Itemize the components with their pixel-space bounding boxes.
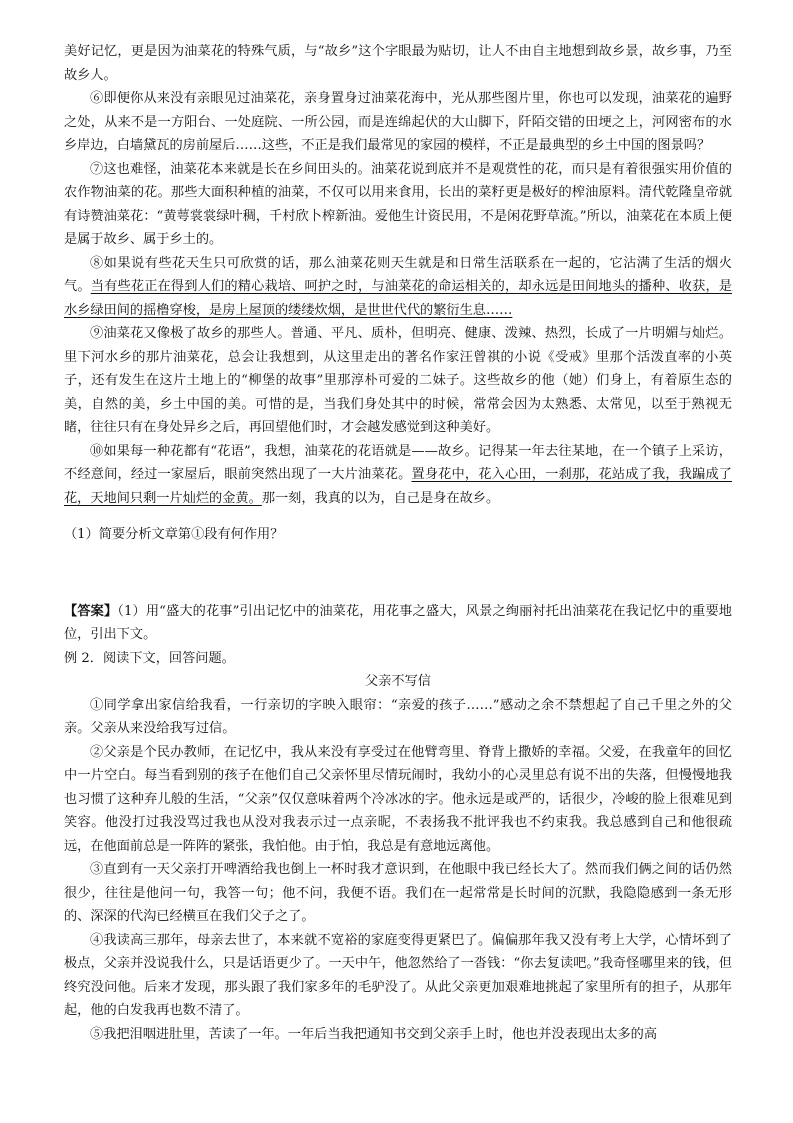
passage-title: 父亲不写信 <box>365 674 431 689</box>
paragraph-8-underlined: 当有些花正在得到人们的精心栽培、呵护之时，与油菜花的命运相关的，却永远是田间地头的播种、收获，是水乡绿田间的摇橹穿梭，是房上屋顶的缕缕炊烟，是世世代代的繁衍生息…… <box>64 279 733 318</box>
answer-text: （1）用“盛大的花事”引出记忆中的油菜花，用花事之盛大，风景之绚丽衬托出油菜花在我记忆中的重要地位，引出下文。 <box>64 603 732 642</box>
paragraph-5-continued: 美好记忆，更是因为油菜花的特殊气质，与“故乡”这个字眼最为贴切，让人不由自主地想到故乡景，故乡事，乃至故乡人。 <box>64 44 732 83</box>
passage2-paragraph-5: ⑤我把泪咽进肚里，苦读了一年。一年后当我把通知书交到父亲手上时，他也并没表现出太多的高 <box>90 1026 658 1042</box>
passage2-paragraph-4: ④我读高三那年，母亲去世了，本来就不宽裕的家庭变得更紧巴了。偏偏那年我又没有考上大学，心情坏到了极点，父亲并没说我什么，只是话语更少了。一天中午，他忽然给了一沓钱：“你去复读吧。”我奇怪哪里来的钱，但终究没问他。后来才发现，那头跟了我们家多年的毛驴没了。从此父亲更加艰难地挑起了家里所有的担子，从那年起，他的白发我再也数不清了。 <box>64 932 732 1018</box>
passage2-paragraph-2: ②父亲是个民办教师，在记忆中，我从来没有享受过在他臂弯里、脊背上撒娇的幸福。父爱，在我童年的回忆中一片空白。每当看到别的孩子在他们自己父亲怀里尽情玩闹时，我幼小的心灵里总有说不出的失落，但慢慢地我也习惯了这种弃儿般的生活，“父亲”仅仅意味着两个冷冰冰的字。他永远是或严的，话很少，冷峻的脸上很难见到笑容。他没打过我没骂过我也从没对我表示过一点亲昵，不表扬我不批评我也不约束我。我总感到自己和他很疏远，在他面前总是一阵阵的紧张，我怕他。由于怕，我总是有意地远离他。 <box>64 744 732 854</box>
document-page <box>64 40 732 1046</box>
paragraph-10-text: ⑩如果每一种花都有“花语”，我想，油菜花的花语就是——故乡。记得某一年去往某地，在一个镇子上采访，不经意间，经过一家屋后，眼前突然出现了一大片油菜花。 <box>64 443 732 482</box>
example-2-heading: 例 2．阅读下文，回答问题。 <box>64 650 235 666</box>
paragraph-9: ⑨油菜花又像极了故乡的那些人。普通、平凡、质朴，但明亮、健康、泼辣、热烈，长成了一片明媚与灿烂。里下河水乡的那片油菜花，总会让我想到，从这里走出的著名作家汪曾祺的小说《受戒》里那个活泼直率的小英子，还有发生在这片土地上的“柳堡的故事”里那淳朴可爱的二妹子。这些故乡的他（她）们身上，有着原生态的美，自然的美，乡土中国的美。可惜的是，当我们身处其中的时候，常常会因为太熟悉、太常见，以至于熟视无睹，往往只有在身处异乡之后，再回望他们时，才会越发感觉到这种美好。 <box>64 326 732 435</box>
passage2-paragraph-3: ③直到有一天父亲打开啤酒给我也倒上一杯时我才意识到，在他眼中我已经长大了。然而我们俩之间的话仍然很少，往往是他问一句，我答一句；他不问，我便不语。我们在一起常常是长时间的沉默，我隐隐感到一条无形的、深深的代沟已经横亘在我们父子之了。 <box>64 862 732 924</box>
paragraph-8 <box>64 252 732 323</box>
question-1: （1）简要分析文章第①段有何作用？ <box>64 527 284 542</box>
paragraph-6: ⑥即便你从来没有亲眼见过油菜花，亲身置身过油菜花海中，光从那些图片里，你也可以发现，油菜花的遍野之处，从来不是一方阳台、一处庭院、一所公园，而是连绵起伏的大山脚下，阡陌交错的田埂之上，河网密布的水乡岸边，白墙黛瓦的房前屋后……这些，不正是我们最常见的家园的模样，不正是最典型的乡土中国的图景吗？ <box>64 91 732 153</box>
answer-space <box>64 547 732 600</box>
passage2-paragraph-1: ①同学拿出家信给我看，一行亲切的字映入眼帘：“亲爱的孩子……”感动之余不禁想起了自己千里之外的父亲。父亲从来没给我写过信。 <box>64 697 732 736</box>
paragraph-10-underlined: 置身花中，花入心田，一刹那，花站成了我，我蹁成了花，天地间只剩一片灿烂的金黄。 <box>64 467 732 506</box>
spacer <box>64 510 732 523</box>
answer-tag: 【答案】 <box>64 603 118 619</box>
paragraph-10 <box>64 440 732 511</box>
paragraph-10-end: 那一刻，我真的以为，自己是身在故乡。 <box>261 490 500 506</box>
paragraph-7: ⑦这也难怪，油菜花本来就是长在乡间田头的。油菜花说到底并不是观赏性的花，而只是有着很强实用价值的农作物油菜的花。那些大面积种植的油菜，不仅可以用来食用，长出的菜籽更是极好的榨油原料。清代乾隆皇帝就有诗赞油菜花：“黄萼裳裳绿叶稠，千村欣卜榨新油。爱他生计资民用，不是闲花野草流。”所以，油菜花在本质上便是属于故乡、属于乡土的。 <box>64 161 732 247</box>
paragraph-8-text: ⑧如果说有些花天生只可欣赏的话，那么油菜花则天生就是和日常生活联系在一起的，它沾满了生活的烟火气。 <box>64 255 732 294</box>
answer <box>64 600 732 647</box>
